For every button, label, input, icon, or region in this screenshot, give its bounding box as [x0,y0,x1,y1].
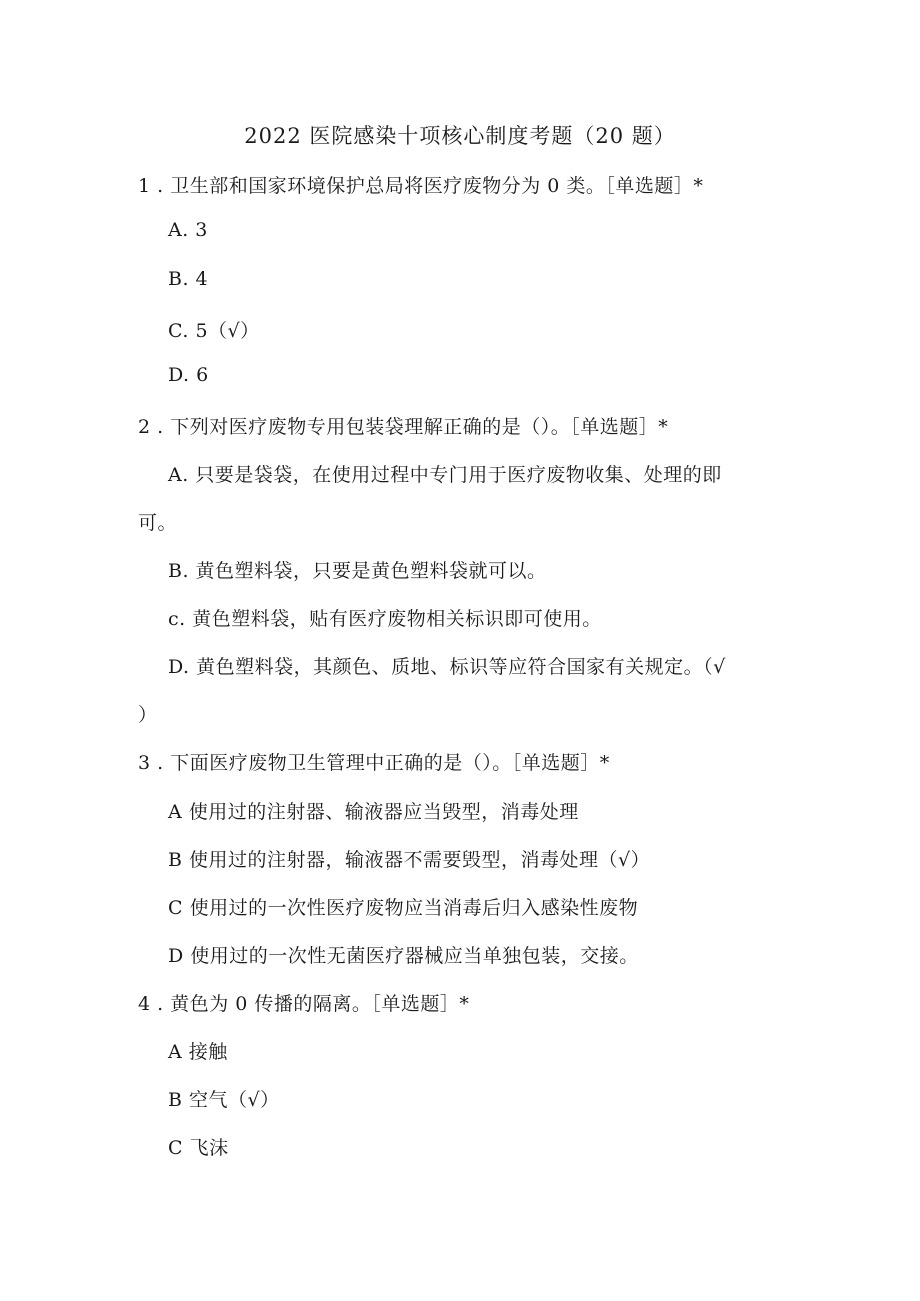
question-3-option-a: A 使用过的注射器、输液器应当毁型，消毒处理 [168,801,579,823]
question-3: 3 . 下面医疗废物卫生管理中正确的是（）。［单选题］* [138,752,610,774]
question-2-option-a: A. 只要是袋袋，在使用过程中专门用于医疗废物收集、处理的即 [168,464,722,486]
question-4-option-a: A 接触 [168,1041,228,1063]
question-2-option-b: B. 黄色塑料袋，只要是黄色塑料袋就可以。 [168,560,547,582]
question-4: 4 . 黄色为 0 传播的隔离。［单选题］* [138,993,470,1015]
question-2-option-d: D. 黄色塑料袋，其颜色、质地、标识等应符合国家有关规定。（√ [168,656,726,678]
question-2-option-a-continued: 可。 [138,512,178,534]
question-2-option-c: c. 黄色塑料袋，贴有医疗废物相关标识即可使用。 [168,608,602,630]
question-4-option-b: B 空气（√） [168,1089,280,1111]
question-2-option-d-continued: ） [138,704,158,726]
question-1-option-d: D. 6 [168,364,209,386]
question-1-option-c: C. 5（√） [168,320,260,342]
question-3-option-c: C 使用过的一次性医疗废物应当消毒后归入感染性废物 [168,897,639,919]
document-title: 2022 医院感染十项核心制度考题（20 题） [244,124,676,148]
question-4-option-c: C 飞沫 [168,1137,229,1159]
question-3-option-d: D 使用过的一次性无菌医疗器械应当单独包装，交接。 [168,945,639,967]
question-2: 2 . 下列对医疗废物专用包装袋理解正确的是（）。［单选题］* [138,416,669,438]
question-1: 1 . 卫生部和国家环境保护总局将医疗废物分为 0 类。［单选题］* [138,175,704,197]
question-1-option-b: B. 4 [168,268,209,290]
question-3-option-b: B 使用过的注射器，输液器不需要毁型，消毒处理（√） [168,849,651,871]
question-1-option-a: A. 3 [168,219,208,241]
